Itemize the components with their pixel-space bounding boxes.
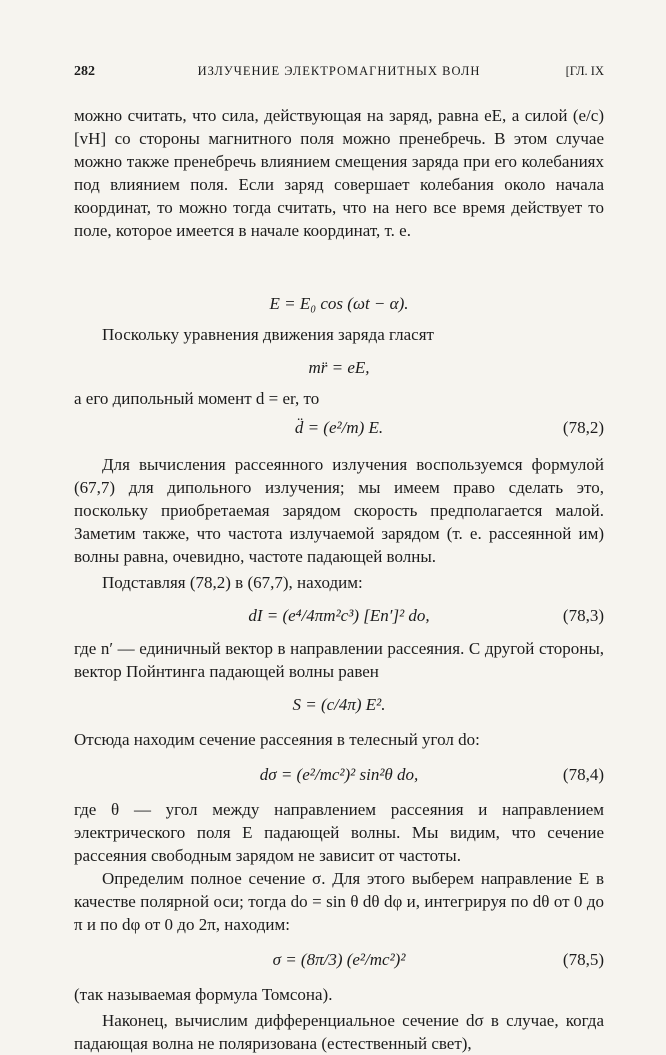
page-number: 282 bbox=[74, 64, 95, 79]
equation-poynting: S = (c/4π) E². bbox=[292, 695, 386, 714]
equation-78-3-body: dI = (e⁴/4πm²c³) [En′]² do, bbox=[248, 606, 430, 625]
paragraph-1: можно считать, что сила, действующая на заряд, равна eE, а силой (e/c)[vH] со стороны магнитного поля можно пренебречь. В этом случае можно также пренебречь влиянием смещения заряда при его колебаниях под влиянием поля. Если заряд совершает колебания около начала координат, то можно тогда считать, что на него все время действует то поле, которое имеется в начале координат, т. е. bbox=[74, 106, 604, 240]
equation-78-4-number: (78,4) bbox=[562, 765, 604, 784]
equation-78-4-body: dσ = (e²/mc²)² sin²θ do, bbox=[259, 765, 419, 784]
equation-field: E = E₀ cos (ωt − α). bbox=[269, 294, 409, 313]
equation-78-5-body: σ = (8π/3) (e²/mc²)² bbox=[272, 950, 406, 969]
page-header bbox=[74, 64, 604, 88]
paragraph-3: а его дипольный момент d = er, то bbox=[74, 389, 320, 408]
equation-motion: mr̈ = eE, bbox=[308, 358, 370, 377]
paragraph-7: Отсюда находим сечение рассеяния в телесный угол do: bbox=[74, 730, 480, 749]
paragraph-5: Подставляя (78,2) в (67,7), находим: bbox=[102, 573, 363, 592]
paragraph-4: Для вычисления рассеянного излучения воспользуемся формулой (67,7) для дипольного излучения; мы имеем право сделать это, поскольку приобретаемая зарядом скорость предполагается малой. Заметим также, что частота излучаемой зарядом (т. е. рассеянной им) волны равна, очевидно, частоте падающей волны. bbox=[74, 455, 604, 566]
equation-78-3 bbox=[74, 604, 604, 627]
equation-78-2-number: (78,2) bbox=[562, 418, 604, 437]
equation-78-4 bbox=[74, 763, 604, 786]
chapter-label: [ГЛ. IX bbox=[565, 64, 604, 78]
paragraph-8: где θ — угол между направлением рассеяния и направлением электрического поля E падающей волны. Мы видим, что сечение рассеяния свободным зарядом не зависит от частоты. bbox=[74, 800, 604, 865]
running-title: ИЗЛУЧЕНИЕ ЭЛЕКТРОМАГНИТНЫХ ВОЛН bbox=[197, 64, 481, 78]
paragraph-6: где n′ — единичный вектор в направлении рассеяния. С другой стороны, вектор Пойнтинга падающей волны равен bbox=[74, 639, 604, 681]
paragraph-11: Наконец, вычислим дифференциальное сечение dσ в случае, когда падающая волна не поляризована (естественный свет), bbox=[74, 1011, 604, 1053]
equation-78-2-body: d̈ = (e²/m) E. bbox=[294, 418, 384, 437]
paragraph-9: Определим полное сечение σ. Для этого выберем направление E в качестве полярной оси; тогда do = sin θ dθ dφ и, интегрируя по dθ от 0 до π и по dφ от 0 до 2π, находим: bbox=[74, 869, 604, 934]
page-body bbox=[74, 104, 604, 1055]
equation-78-5-number: (78,5) bbox=[562, 950, 604, 969]
paragraph-10: (так называемая формула Томсона). bbox=[74, 985, 333, 1004]
equation-78-3-number: (78,3) bbox=[562, 606, 604, 625]
equation-78-5 bbox=[74, 948, 604, 971]
equation-78-2 bbox=[74, 416, 604, 439]
paragraph-2: Поскольку уравнения движения заряда гласят bbox=[102, 325, 434, 344]
